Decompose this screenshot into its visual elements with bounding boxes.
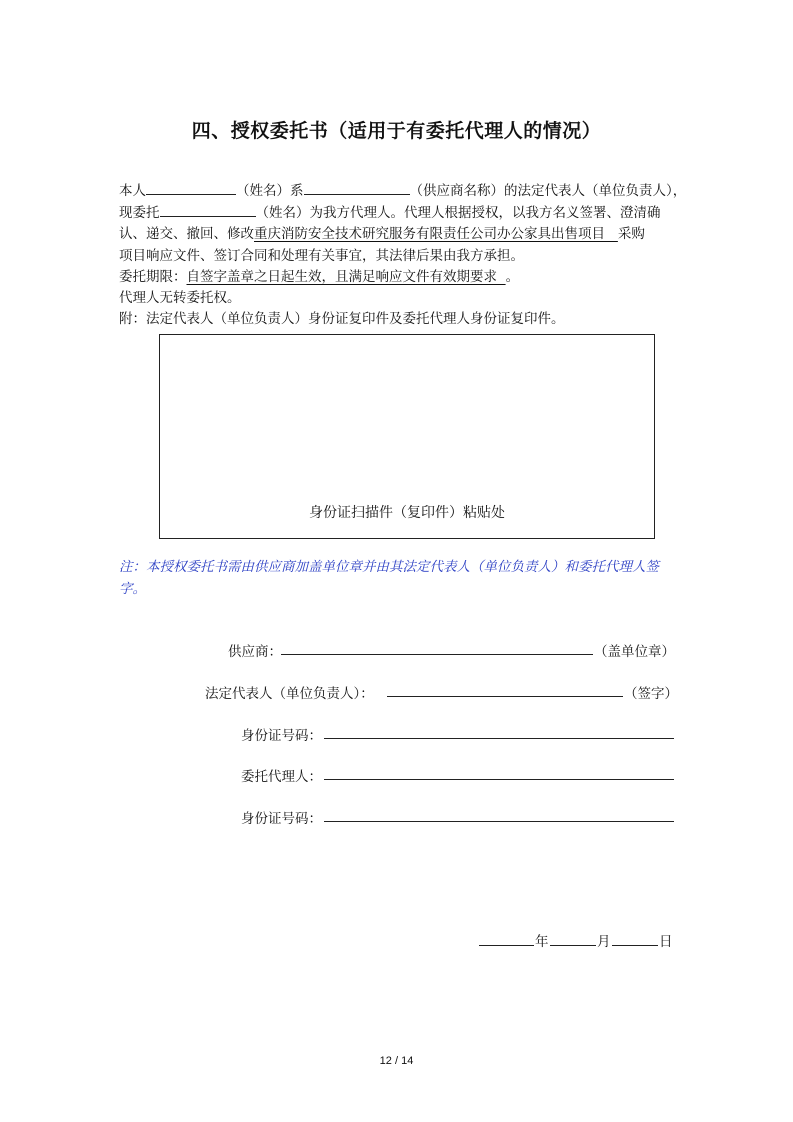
body-line-5 (119, 267, 519, 288)
id-number-line-1[interactable] (324, 738, 674, 739)
id-number-label-1: 身份证号码： (241, 728, 322, 744)
document-title: 四、授权委托书（适用于有委托代理人的情况） (191, 120, 602, 142)
name-blank[interactable] (146, 180, 236, 195)
project-name: 重庆消防安全技术研究服务有限责任公司办公家具出售项目 (254, 226, 605, 242)
supplier-blank[interactable] (304, 180, 410, 195)
text: （姓名）系 (236, 183, 304, 199)
supplier-signature-line[interactable] (281, 654, 593, 655)
agent-label: 委托代理人： (241, 769, 322, 785)
year-label: 年 (535, 934, 549, 950)
day-label: 日 (659, 934, 673, 950)
id-number-line-2[interactable] (324, 821, 674, 822)
id-card-paste-label: 身份证扫描件（复印件）粘贴处 (309, 505, 505, 521)
text: 本人 (119, 183, 146, 199)
note-text: 注：本授权委托书需由供应商加盖单位章并由其法定代表人（单位负责人）和委托代理人签字。 (119, 559, 659, 597)
legal-rep-signature-line[interactable] (387, 696, 623, 697)
text: 。 (505, 269, 520, 285)
body-line-6: 代理人无转委托权。 (119, 290, 241, 306)
text: 采购 (617, 226, 645, 242)
text: 委托期限： (119, 269, 187, 285)
text: 认、递交、撤回、修改 (119, 226, 254, 242)
legal-rep-label: 法定代表人（单位负责人）： (205, 686, 374, 702)
agent-name-blank[interactable] (160, 202, 256, 217)
entrust-period: 自签字盖章之日起生效，且满足响应文件有效期要求 (186, 269, 497, 285)
body-line-3 (119, 224, 645, 245)
body-line-4: 项目响应文件、签订合同和处理有关事宜，其法律后果由我方承担。 (119, 248, 524, 264)
year-blank[interactable] (479, 945, 534, 946)
text: （姓名）为我方代理人。代理人根据授权，以我方名义签署、澄清确 (255, 205, 661, 221)
body-line-7: 附：法定代表人（单位负责人）身份证复印件及委托代理人身份证复印件。 (119, 311, 565, 327)
legal-rep-suffix: （签字） (624, 686, 678, 702)
body-line-1 (119, 180, 686, 202)
month-label: 月 (597, 934, 611, 950)
page-number: 12 / 14 (379, 1055, 414, 1067)
text: 现委托 (119, 205, 160, 221)
body-line-2 (119, 202, 661, 224)
id-number-label-2: 身份证号码： (241, 811, 322, 827)
day-blank[interactable] (612, 945, 658, 946)
supplier-label: 供应商： (228, 644, 282, 660)
text: （供应商名称）的法定代表人（单位负责人）， (409, 183, 687, 199)
month-blank[interactable] (550, 945, 596, 946)
supplier-suffix: （盖单位章） (594, 644, 675, 660)
agent-signature-line[interactable] (324, 779, 674, 780)
